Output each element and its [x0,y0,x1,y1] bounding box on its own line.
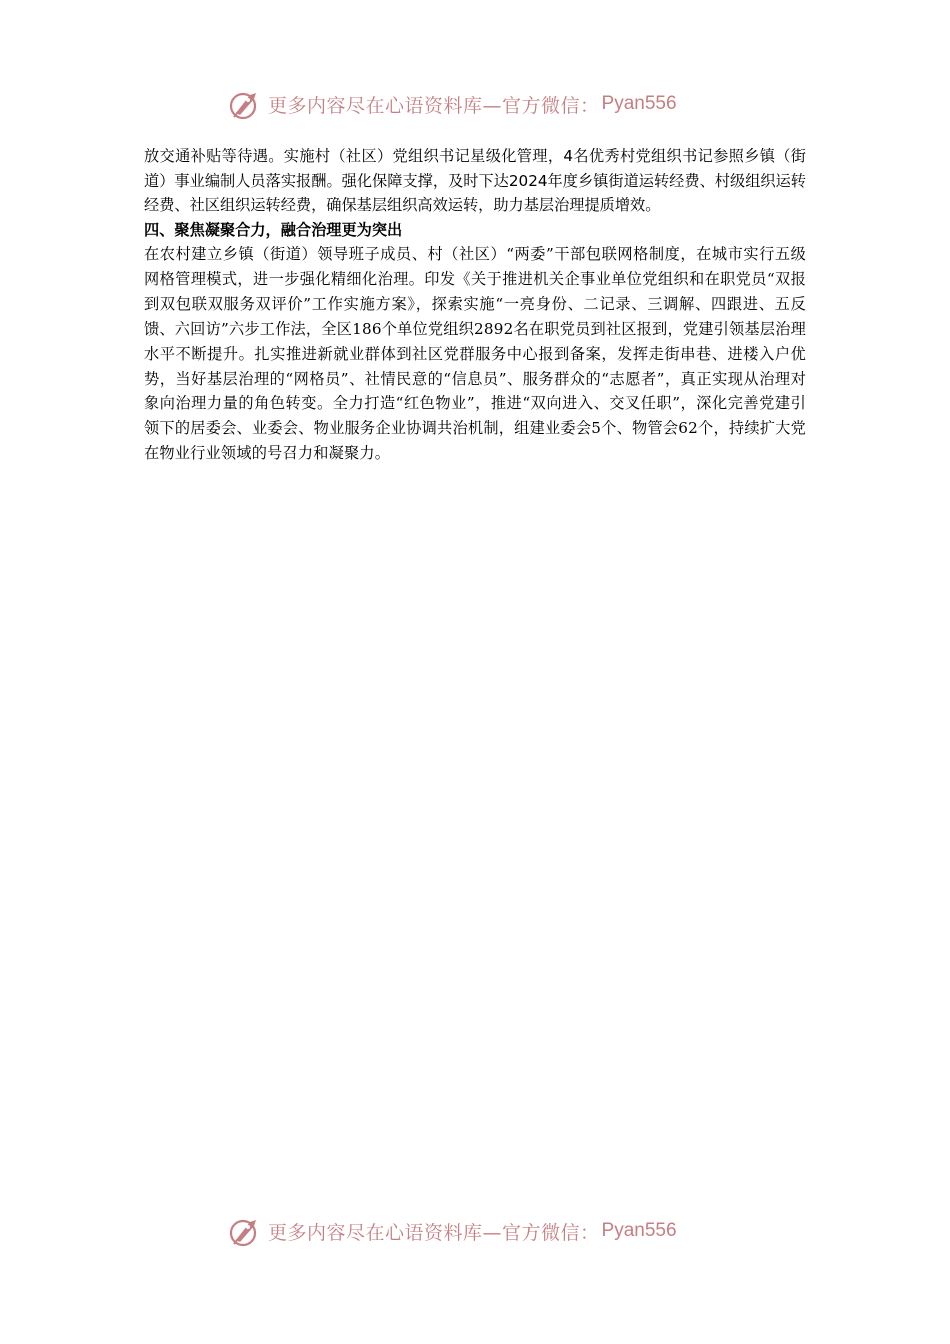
paragraph-2: 在农村建立乡镇（街道）领导班子成员、村（社区）“两委”干部包联网格制度，在城市实行五级网格管理模式，进一步强化精细化治理。印发《关于推进机关企事业单位党组织和在职党员“双报到双包联双服务双评价”工作实施方案》，探索实施“一亮身份、二记录、三调解、四跟进、五反馈、六回访”六步工作法，全区186个单位党组织2892名在职党员到社区报到，党建引领基层治理水平不断提升。扎实推进新就业群体到社区党群服务中心报到备案，发挥走街串巷、进楼入户优势，当好基层治理的“网格员”、社情民意的“信息员”、服务群众的“志愿者”，真正实现从治理对象向治理力量的角色转变。全力打造“红色物业”，推进“双向进入、交叉任职”，深化完善党建引领下的居委会、业委会、物业服务企业协调共治机制，组建业委会5个、物管会62个，持续扩大党在物业行业领域的号召力和凝聚力。 [144,245,806,463]
pen-nib-circle-icon [228,87,262,121]
pen-nib-circle-icon [228,1214,262,1248]
footer-watermark [228,1211,748,1251]
watermark-text: 更多内容尽在心语资料库—官方微信： [268,1221,600,1244]
paragraph-1: 放交通补贴等待遇。实施村（社区）党组织书记星级化管理，4名优秀村党组织书记参照乡镇（街道）事业编制人员落实报酬。强化保障支撑，及时下达2024年度乡镇街道运转经费、村级组织运转经费、社区组织运转经费，确保基层组织高效运转，助力基层治理提质增效。 [144,147,806,214]
watermark-id: Pyan556 [601,1220,677,1241]
watermark-text: 更多内容尽在心语资料库—官方微信： [268,94,600,117]
document-body [144,144,806,466]
watermark-id: Pyan556 [601,93,677,114]
section-heading-4: 四、聚焦凝聚合力，融合治理更为突出 [144,220,403,239]
header-watermark [228,84,748,124]
